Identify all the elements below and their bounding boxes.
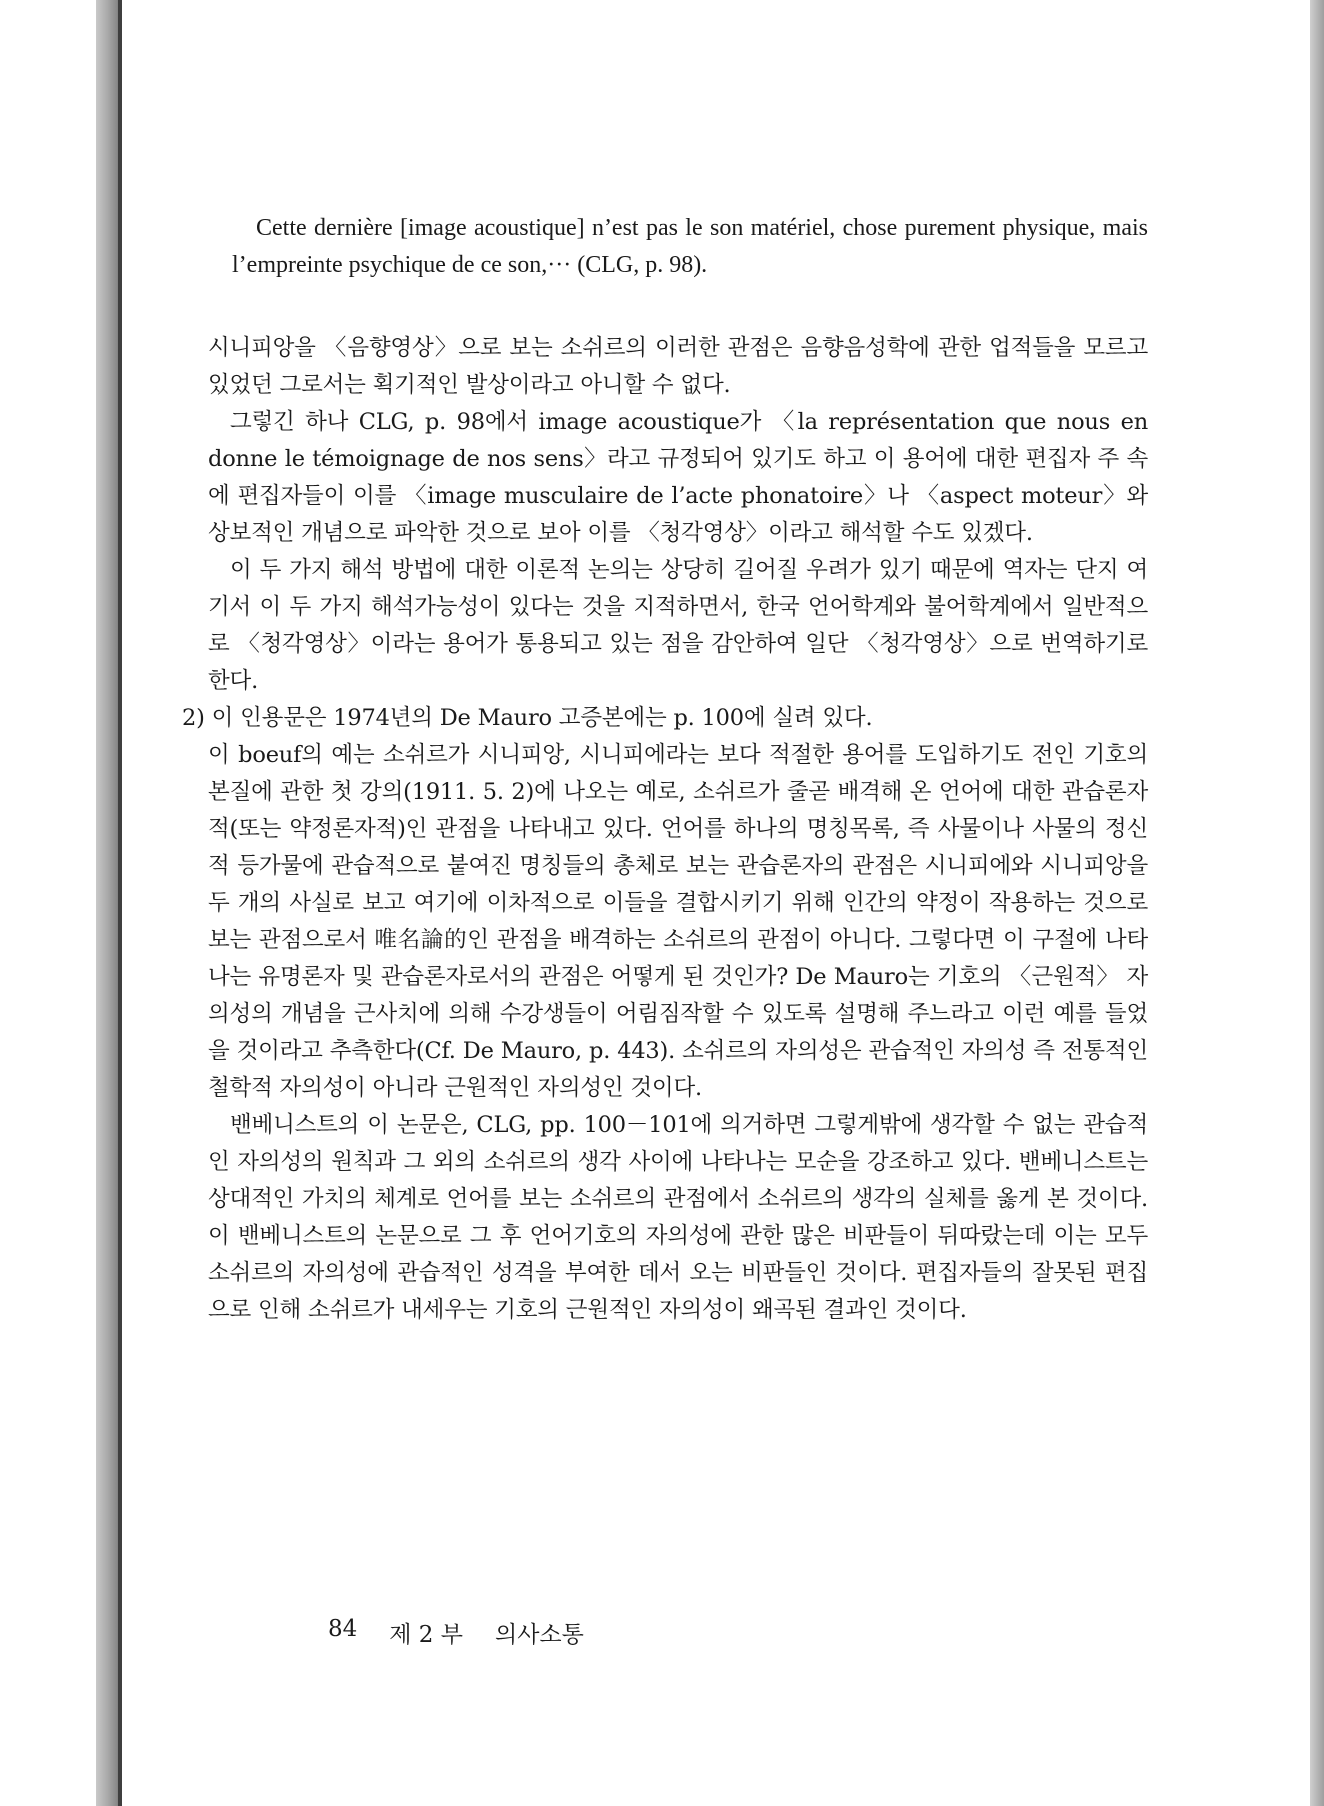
page-right-edge: [1310, 0, 1324, 1806]
paragraph-3: 이 두 가지 해석 방법에 대한 이론적 논의는 상당히 길어질 우려가 있기 때문에 역자는 단지 여기서 이 두 가지 해석가능성이 있다는 것을 지적하면서, 한국 언어학계와 불어학계에서 일반적으로 〈청각영상〉이라는 용어가 통용되고 있는 점을 감안하여 일단 〈청각영상〉으로 번역하기로 한다.: [208, 557, 1148, 694]
french-quotation: [232, 210, 1148, 284]
footnote-body: [182, 330, 1148, 1329]
page-footer: [328, 1616, 584, 1649]
footnote-2-heading: 2) 이 인용문은 1974년의 De Mauro 고증본에는 p. 100에 실려 있다.: [182, 705, 873, 731]
page-number: 84: [328, 1616, 358, 1642]
paragraph-2: 그렇긴 하나 CLG, p. 98에서 image acoustique가 〈la représentation que nous en donne le témoignage de nos sens〉라고 규정되어 있기도 하고 이 용어에 대한 편집자 주 속에 편집자들이 이를 〈image musculaire de l’acte phonatoire〉나 〈aspect moteur〉와 상보적인 개념으로 파악한 것으로 보아 이를 〈청각영상〉이라고 해석할 수도 있겠다.: [208, 409, 1148, 546]
paragraph-1: 시니피앙을 〈음향영상〉으로 보는 소쉬르의 이러한 관점은 음향음성학에 관한 업적들을 모르고 있었던 그로서는 획기적인 발상이라고 아니할 수 없다.: [208, 335, 1148, 398]
paragraph-4: 이 boeuf의 예는 소쉬르가 시니피앙, 시니피에라는 보다 적절한 용어를 도입하기도 전인 기호의 본질에 관한 첫 강의(1911. 5. 2)에 나오는 예로, 소쉬르가 줄곧 배격해 온 언어에 대한 관습론자적(또는 약정론자적)인 관점을 나타내고 있다. 언어를 하나의 명칭목록, 즉 사물이나 사물의 정신적 등가물에 관습적으로 붙여진 명칭들의 총체로 보는 관습론자의 관점은 시니피에와 시니피앙을 두 개의 사실로 보고 여기에 이차적으로 이들을 결합시키기 위해 인간의 약정이 작용하는 것으로 보는 관점으로서 唯名論的인 관점을 배격하는 소쉬르의 관점이 아니다. 그렇다면 이 구절에 나타나는 유명론자 및 관습론자로서의 관점은 어떻게 된 것인가? De Mauro는 기호의 〈근원적〉 자의성의 개념을 근사치에 의해 수강생들이 어림짐작할 수 있도록 설명해 주느라고 이런 예를 들었을 것이라고 추측한다(Cf. De Mauro, p. 443). 소쉬르의 자의성은 관습적인 자의성 즉 전통적인 철학적 자의성이 아니라 근원적인 자의성인 것이다.: [208, 742, 1148, 1101]
quote-text: Cette dernière [image acoustique] n’est pas le son matériel, chose purement physique, mais l’empreinte psychique de ce son,··· (CLG, p. 98).: [232, 215, 1148, 278]
part-title: 의사소통: [494, 1622, 584, 1648]
part-label: 제 2 부: [389, 1622, 463, 1648]
page-content: [182, 210, 1148, 1329]
paragraph-5: 밴베니스트의 이 논문은, CLG, pp. 100－101에 의거하면 그렇게밖에 생각할 수 없는 관습적인 자의성의 원칙과 그 외의 소쉬르의 생각 사이에 나타나는 모순을 강조하고 있다. 밴베니스트는 상대적인 가치의 체계로 언어를 보는 소쉬르의 관점에서 소쉬르의 생각의 실체를 옳게 본 것이다. 이 밴베니스트의 논문으로 그 후 언어기호의 자의성에 관한 많은 비판들이 뒤따랐는데 이는 모두 소쉬르의 자의성에 관습적인 성격을 부여한 데서 오는 비판들인 것이다. 편집자들의 잘못된 편집으로 인해 소쉬르가 내세우는 기호의 근원적인 자의성이 왜곡된 결과인 것이다.: [208, 1112, 1148, 1323]
